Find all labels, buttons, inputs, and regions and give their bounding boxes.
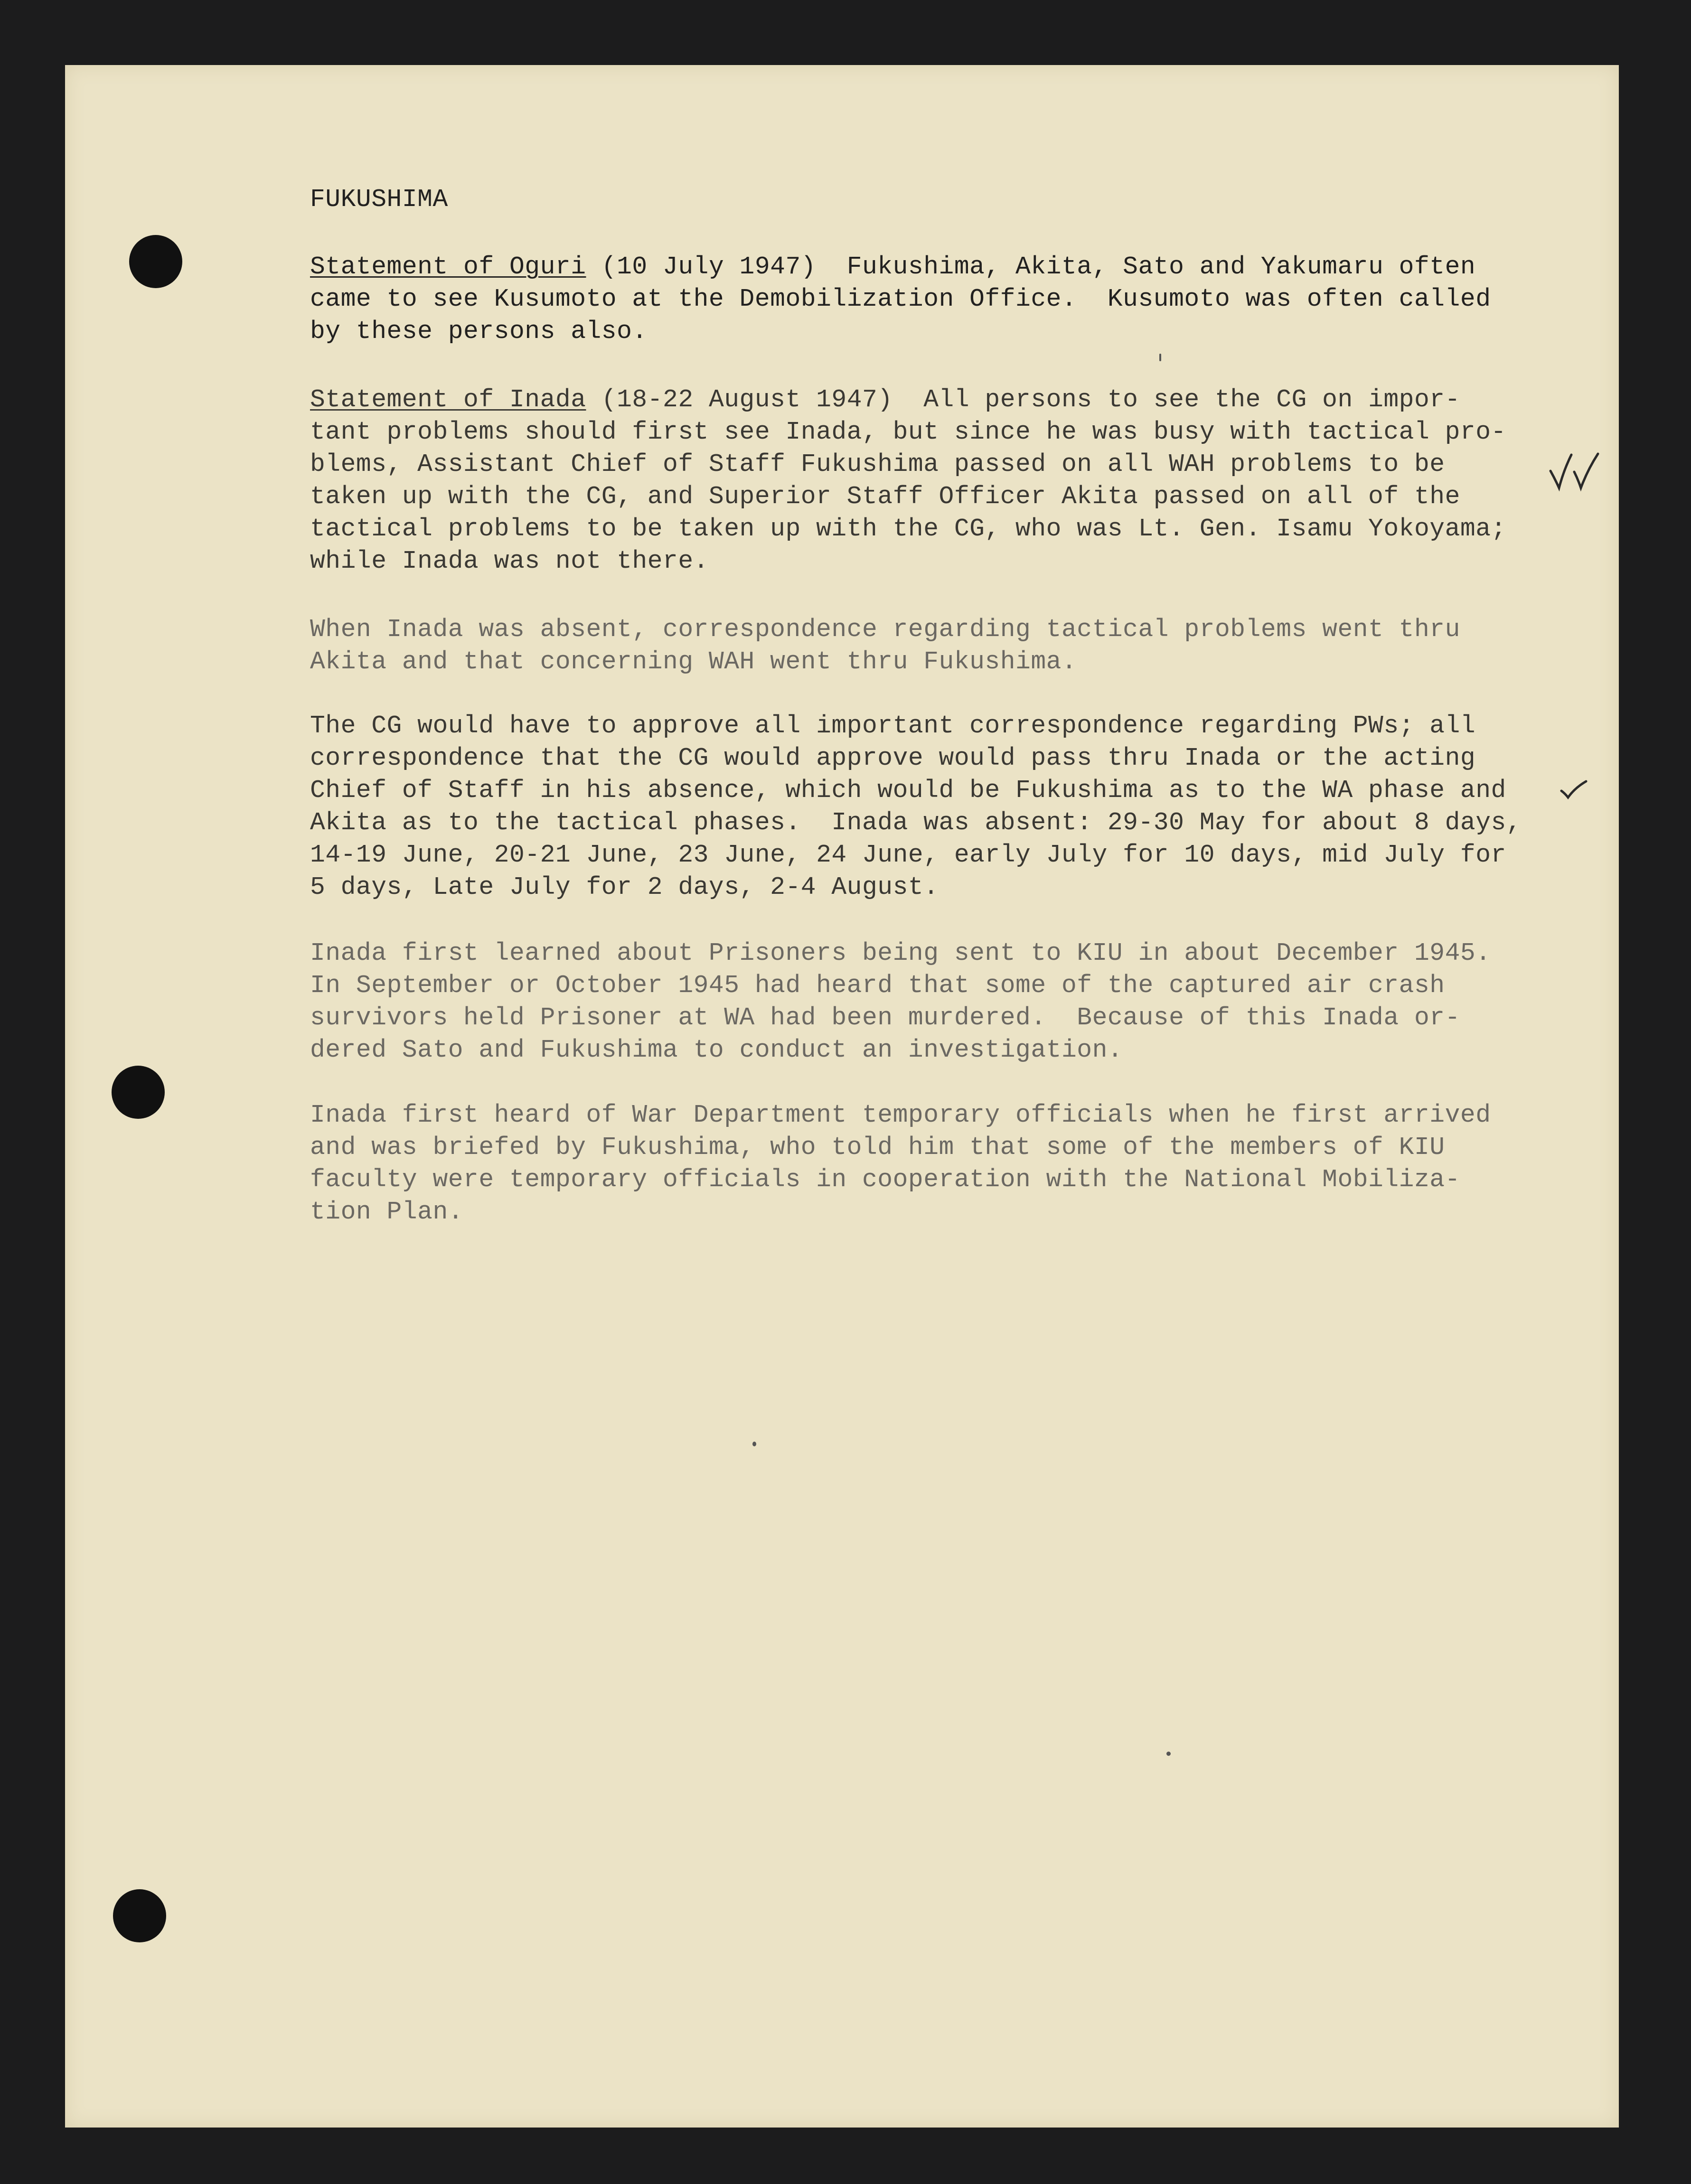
text-line: tant problems should first see Inada, but since he was busy with tactical pro- <box>310 418 1506 446</box>
check-mark-icon <box>1559 779 1588 801</box>
paper-speck <box>1166 1752 1171 1756</box>
text-line: tactical problems to be taken up with the CG, who was Lt. Gen. Isamu Yokoyama; <box>310 515 1506 543</box>
text-line: In September or October 1945 had heard that some of the captured air crash <box>310 971 1445 1000</box>
text-line: Inada first learned about Prisoners being sent to KIU in about December 1945. <box>310 939 1491 967</box>
paper-sheet <box>65 65 1619 2128</box>
text-line: survivors held Prisoner at WA had been murdered. Because of this Inada or- <box>310 1003 1460 1032</box>
text-line: faculty were temporary officials in cooperation with the National Mobiliza- <box>310 1165 1460 1194</box>
text-line: while Inada was not there. <box>310 547 709 575</box>
text-line: Chief of Staff in his absence, which would be Fukushima as to the WA phase and <box>310 776 1506 805</box>
text-line: Akita and that concerning WAH went thru Fukushima. <box>310 647 1077 676</box>
text-line: by these persons also. <box>310 317 648 346</box>
text-line: taken up with the CG, and Superior Staff Officer Akita passed on all of the <box>310 482 1460 511</box>
punch-hole-middle <box>112 1066 165 1119</box>
text-line: dered Sato and Fukushima to conduct an investigation. <box>310 1036 1123 1064</box>
text-line: blems, Assistant Chief of Staff Fukushima passed on all WAH problems to be <box>310 450 1445 478</box>
text-line: Akita as to the tactical phases. Inada was absent: 29-30 May for about 8 days, <box>310 808 1522 837</box>
text-line <box>310 251 1475 283</box>
text-line: and was briefed by Fukushima, who told him that some of the members of KIU <box>310 1133 1445 1162</box>
text-line: tion Plan. <box>310 1198 464 1226</box>
statement-label: Statement of Oguri <box>310 253 586 281</box>
text-line: came to see Kusumoto at the Demobilization Office. Kusumoto was often called <box>310 285 1491 313</box>
text-line-content: (10 July 1947) Fukushima, Akita, Sato and Yakumaru often <box>586 253 1476 281</box>
text-line: Inada first heard of War Department temporary officials when he first arrived <box>310 1101 1491 1129</box>
paper-speck <box>752 1442 756 1446</box>
text-line: When Inada was absent, correspondence regarding tactical problems went thru <box>310 615 1460 644</box>
punch-hole-bottom <box>113 1889 166 1942</box>
statement-label: Statement of Inada <box>310 385 586 414</box>
text-line <box>310 384 1460 416</box>
text-line: 14-19 June, 20-21 June, 23 June, 24 June, early July for 10 days, mid July for <box>310 841 1506 869</box>
text-line: 5 days, Late July for 2 days, 2-4 August. <box>310 873 939 901</box>
text-line: The CG would have to approve all important correspondence regarding PWs; all <box>310 712 1476 740</box>
double-check-mark-icon <box>1547 451 1604 494</box>
text-line: correspondence that the CG would approve would pass thru Inada or the acting <box>310 744 1476 772</box>
text-line-content: (18-22 August 1947) All persons to see the CG on impor- <box>586 385 1460 414</box>
punch-hole-top <box>129 235 182 288</box>
page-title: FUKUSHIMA <box>310 185 448 214</box>
paper-speck <box>1159 354 1161 361</box>
